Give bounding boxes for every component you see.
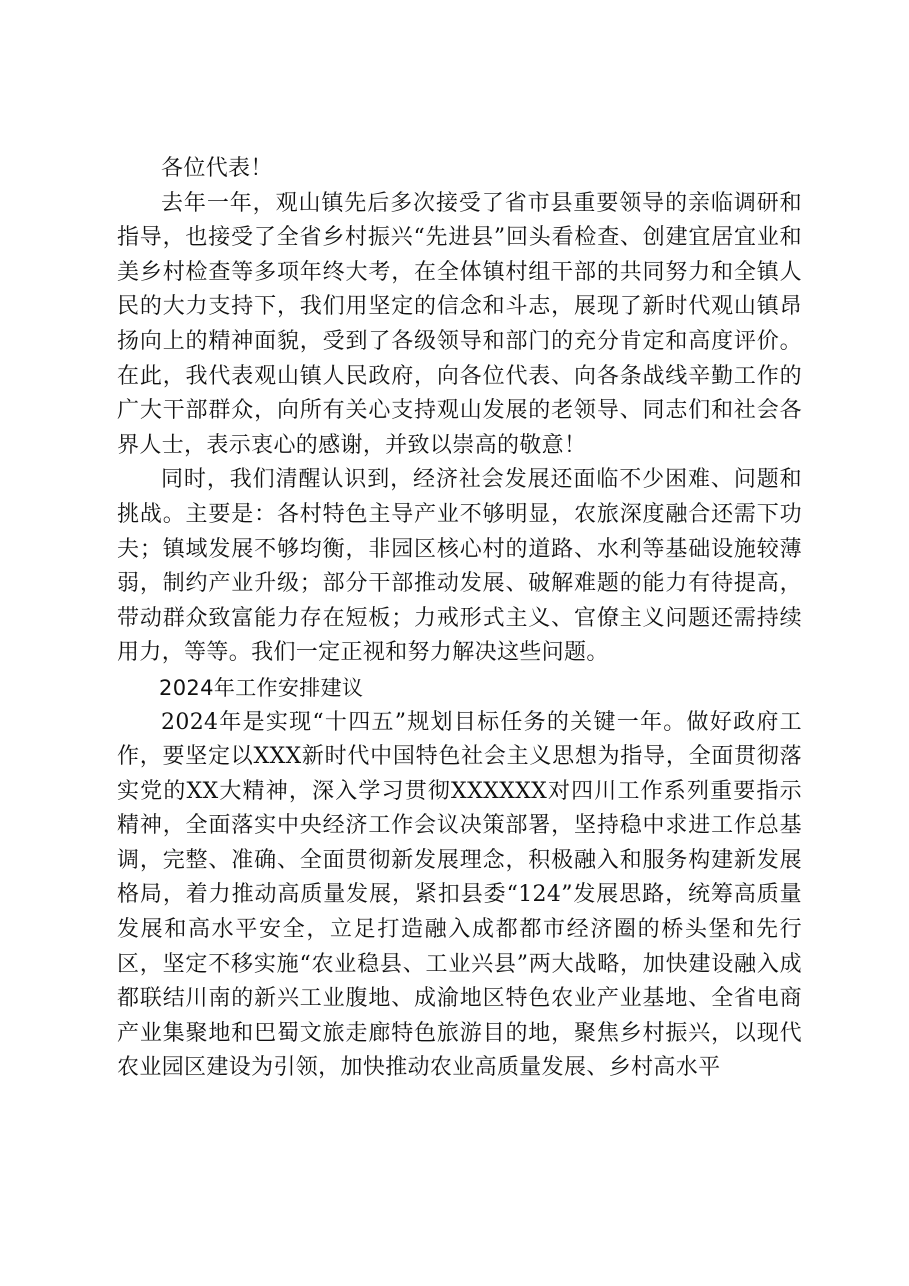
document-body — [117, 152, 802, 1086]
paragraph-challenges: 同时，我们清醒认识到，经济社会发展还面临不少困难、问题和挑战。主要是：各村特色主导产业不够明显，农旅深度融合还需下功夫；镇域发展不够均衡，非园区核心村的道路、水利等基础设施较薄弱，制约产业升级；部分干部推动发展、破解难题的能力有待提高，带动群众致富能力存在短板；力戒形式主义、官僚主义问题还需持续用力，等等。我们一定正视和努力解决这些问题。 — [117, 467, 802, 666]
section-heading: 2024年工作安排建议 — [159, 675, 364, 700]
paragraph-thanks: 去年一年，观山镇先后多次接受了省市县重要领导的亲临调研和指导，也接受了全省乡村振兴“先进县”回头看检查、创建宜居宜业和美乡村检查等多项年终大考，在全体镇村组干部的共同努力和全镇人民的大力支持下，我们用坚定的信念和斗志，展现了新时代观山镇昂扬向上的精神面貌，受到了各级领导和部门的充分肯定和高度评价。在此，我代表观山镇人民政府，向各位代表、向各条战线辛勤工作的广大干部群众，向所有关心支持观山发展的老领导、同志们和社会各界人士，表示衷心的感谢，并致以崇高的敬意！ — [117, 190, 802, 458]
salutation: 各位代表！ — [161, 156, 273, 181]
paragraph-2024-plan: 2024年是实现“十四五”规划目标任务的关键一年。做好政府工作，要坚定以XXX新时代中国特色社会主义思想为指导，全面贯彻落实党的XX大精神，深入学习贯彻XXXXXX对四川工作系列重要指示精神，全面落实中央经济工作会议决策部署，坚持稳中求进工作总基调，完整、准确、全面贯彻新发展理念，积极融入和服务构建新发展格局，着力推动高质量发展，紧扣县委“124”发展思路，统筹高质量发展和高水平安全，立足打造融入成都都市经济圈的桥头堡和先行区，坚定不移实施“农业稳县、工业兴县”两大战略，加快建设融入成都联结川南的新兴工业腹地、成渝地区特色农业产业基地、全省电商产业集聚地和巴蜀文旅走廊特色旅游目的地，聚焦乡村振兴，以现代农业园区建设为引领，加快推动农业高质量发展、乡村高水平 — [117, 709, 802, 1081]
